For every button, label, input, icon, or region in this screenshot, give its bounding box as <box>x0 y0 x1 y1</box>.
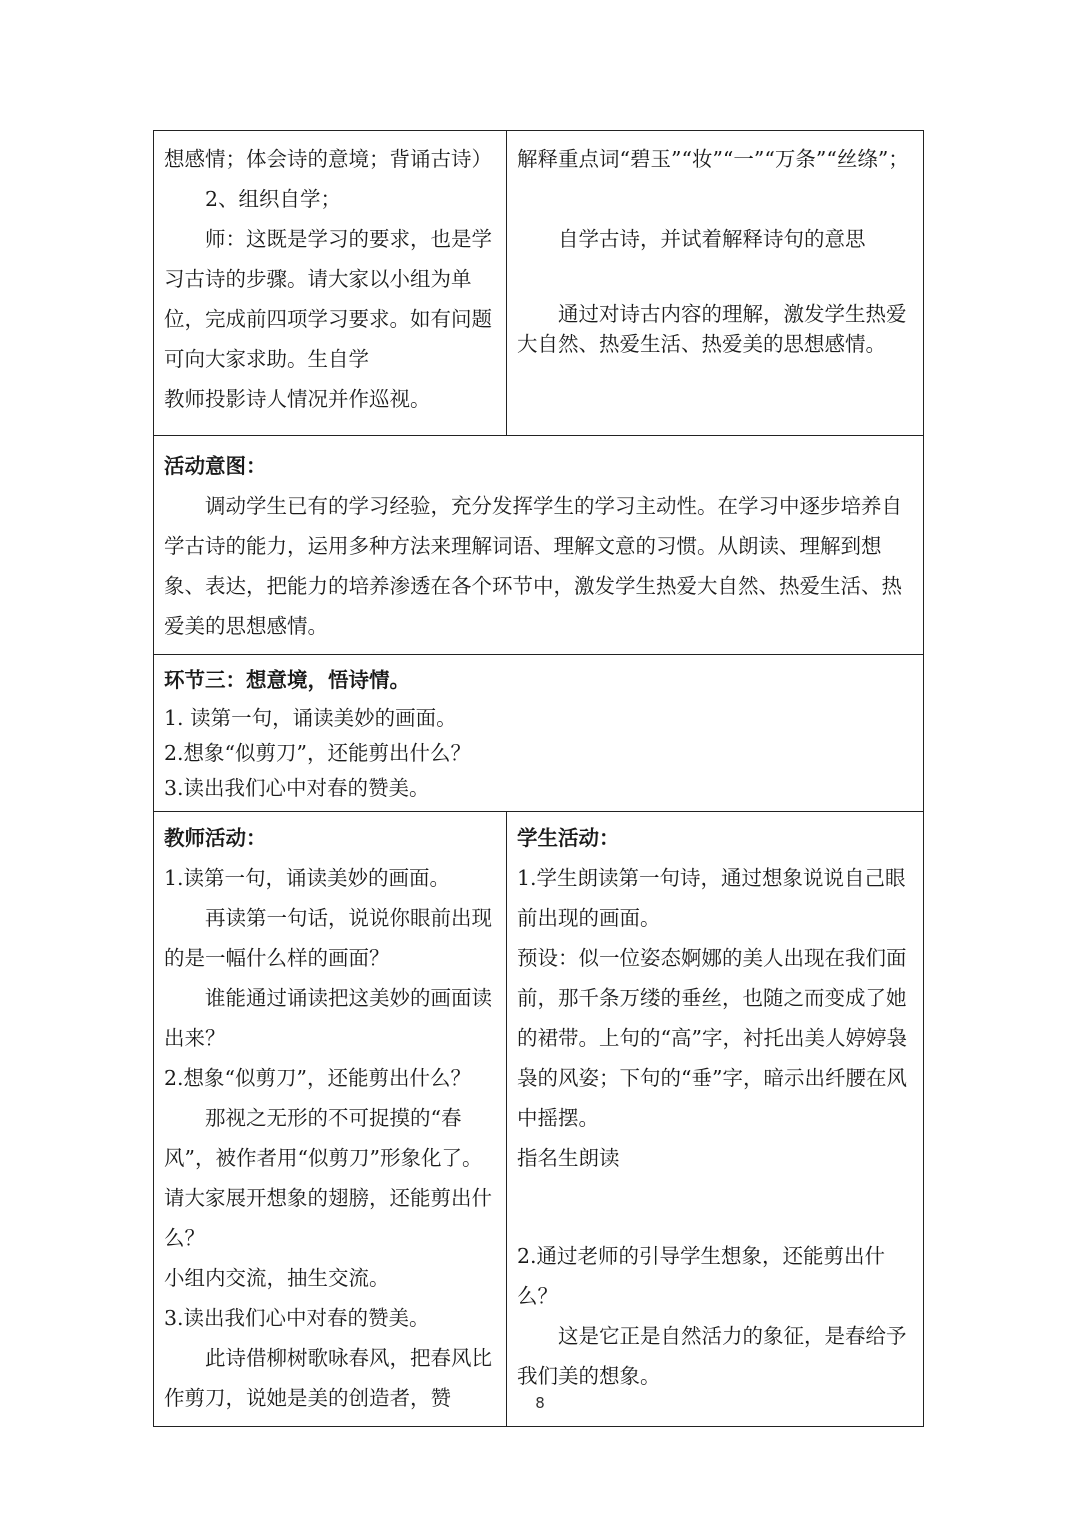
student-activity-cell <box>507 812 924 1427</box>
text-line: 此诗借柳树歌咏春风，把春风比作剪刀，说她是美的创造者，赞 <box>164 1346 492 1410</box>
text-line: 2.通过老师的引导学生想象，还能剪出什么？ <box>517 1244 886 1308</box>
lesson-plan-table <box>153 130 924 1427</box>
text-line: 想感情；体会诗的意境；背诵古诗） <box>164 147 492 171</box>
table-row <box>154 812 924 1427</box>
row1-right-cell <box>507 131 924 436</box>
text-line: 1.学生朗读第一句诗，通过想象说说自己眼前出现的画面。 <box>517 866 906 930</box>
page-number: 8 <box>535 1394 545 1412</box>
section-heading: 教师活动： <box>164 826 267 850</box>
text-line: 再读第一句话，说说你眼前出现的是一幅什么样的画面？ <box>164 906 492 970</box>
text-line: 小组内交流，抽生交流。 <box>164 1266 390 1290</box>
section-heading: 学生活动： <box>517 826 620 850</box>
text-line: 2.想象“似剪刀”，还能剪出什么？ <box>164 1066 472 1090</box>
section-heading: 活动意图： <box>164 454 267 478</box>
text-line: 这是它正是自然活力的象征，是春给予我们美的想象。 <box>517 1324 907 1388</box>
text-line: 自学古诗，并试着解释诗句的意思 <box>558 227 866 251</box>
list-item: 2.想象“似剪刀”，还能剪出什么？ <box>164 741 472 765</box>
table-row <box>154 131 924 436</box>
teacher-activity-cell <box>154 812 507 1427</box>
row1-left-cell <box>154 131 507 436</box>
section-three-cell <box>154 655 924 812</box>
section-heading: 环节三：想意境，悟诗情。 <box>164 668 410 692</box>
list-item: 3.读出我们心中对春的赞美。 <box>164 776 430 800</box>
table-row <box>154 655 924 812</box>
list-item: 1. 读第一句，诵读美妙的画面。 <box>164 706 457 730</box>
table-row <box>154 436 924 655</box>
text-line: 那视之无形的不可捉摸的“春风”，被作者用“似剪刀”形象化了。请大家展开想象的翅膀，还能剪出什么？ <box>164 1106 492 1250</box>
text-line: 1.读第一句，诵读美妙的画面。 <box>164 866 451 890</box>
text-line: 2、组织自学； <box>205 187 342 211</box>
text-line: 解释重点词“碧玉”“妆”“一”“万条”“丝绦”； <box>517 147 909 171</box>
activity-intent-cell <box>154 436 924 655</box>
text-line: 3.读出我们心中对春的赞美。 <box>164 1306 430 1330</box>
text-line: 预设：似一位姿态婀娜的美人出现在我们面前，那千条万缕的垂丝，也随之而变成了她的裙带。上句的“高”字，衬托出美人婷婷袅袅的风姿；下句的“垂”字，暗示出纤腰在风中摇摆。 <box>517 946 907 1130</box>
text-line: 调动学生已有的学习经验，充分发挥学生的学习主动性。在学习中逐步培养自学古诗的能力，运用多种方法来理解词语、理解文意的习惯。从朗读、理解到想象、表达，把能力的培养渗透在各个环节中，激发学生热爱大自然、热爱生活、热爱美的思想感情。 <box>164 494 902 638</box>
text-line: 师：这既是学习的要求，也是学习古诗的步骤。请大家以小组为单位，完成前四项学习要求。如有问题可向大家求助。生自学 <box>164 227 492 371</box>
text-line: 通过对诗古内容的理解，激发学生热爱大自然、热爱生活、热爱美的思想感情。 <box>517 302 907 356</box>
text-line: 指名生朗读 <box>517 1146 620 1170</box>
text-line: 教师投影诗人情况并作巡视。 <box>164 387 431 411</box>
text-line: 谁能通过诵读把这美妙的画面读出来？ <box>164 986 492 1050</box>
